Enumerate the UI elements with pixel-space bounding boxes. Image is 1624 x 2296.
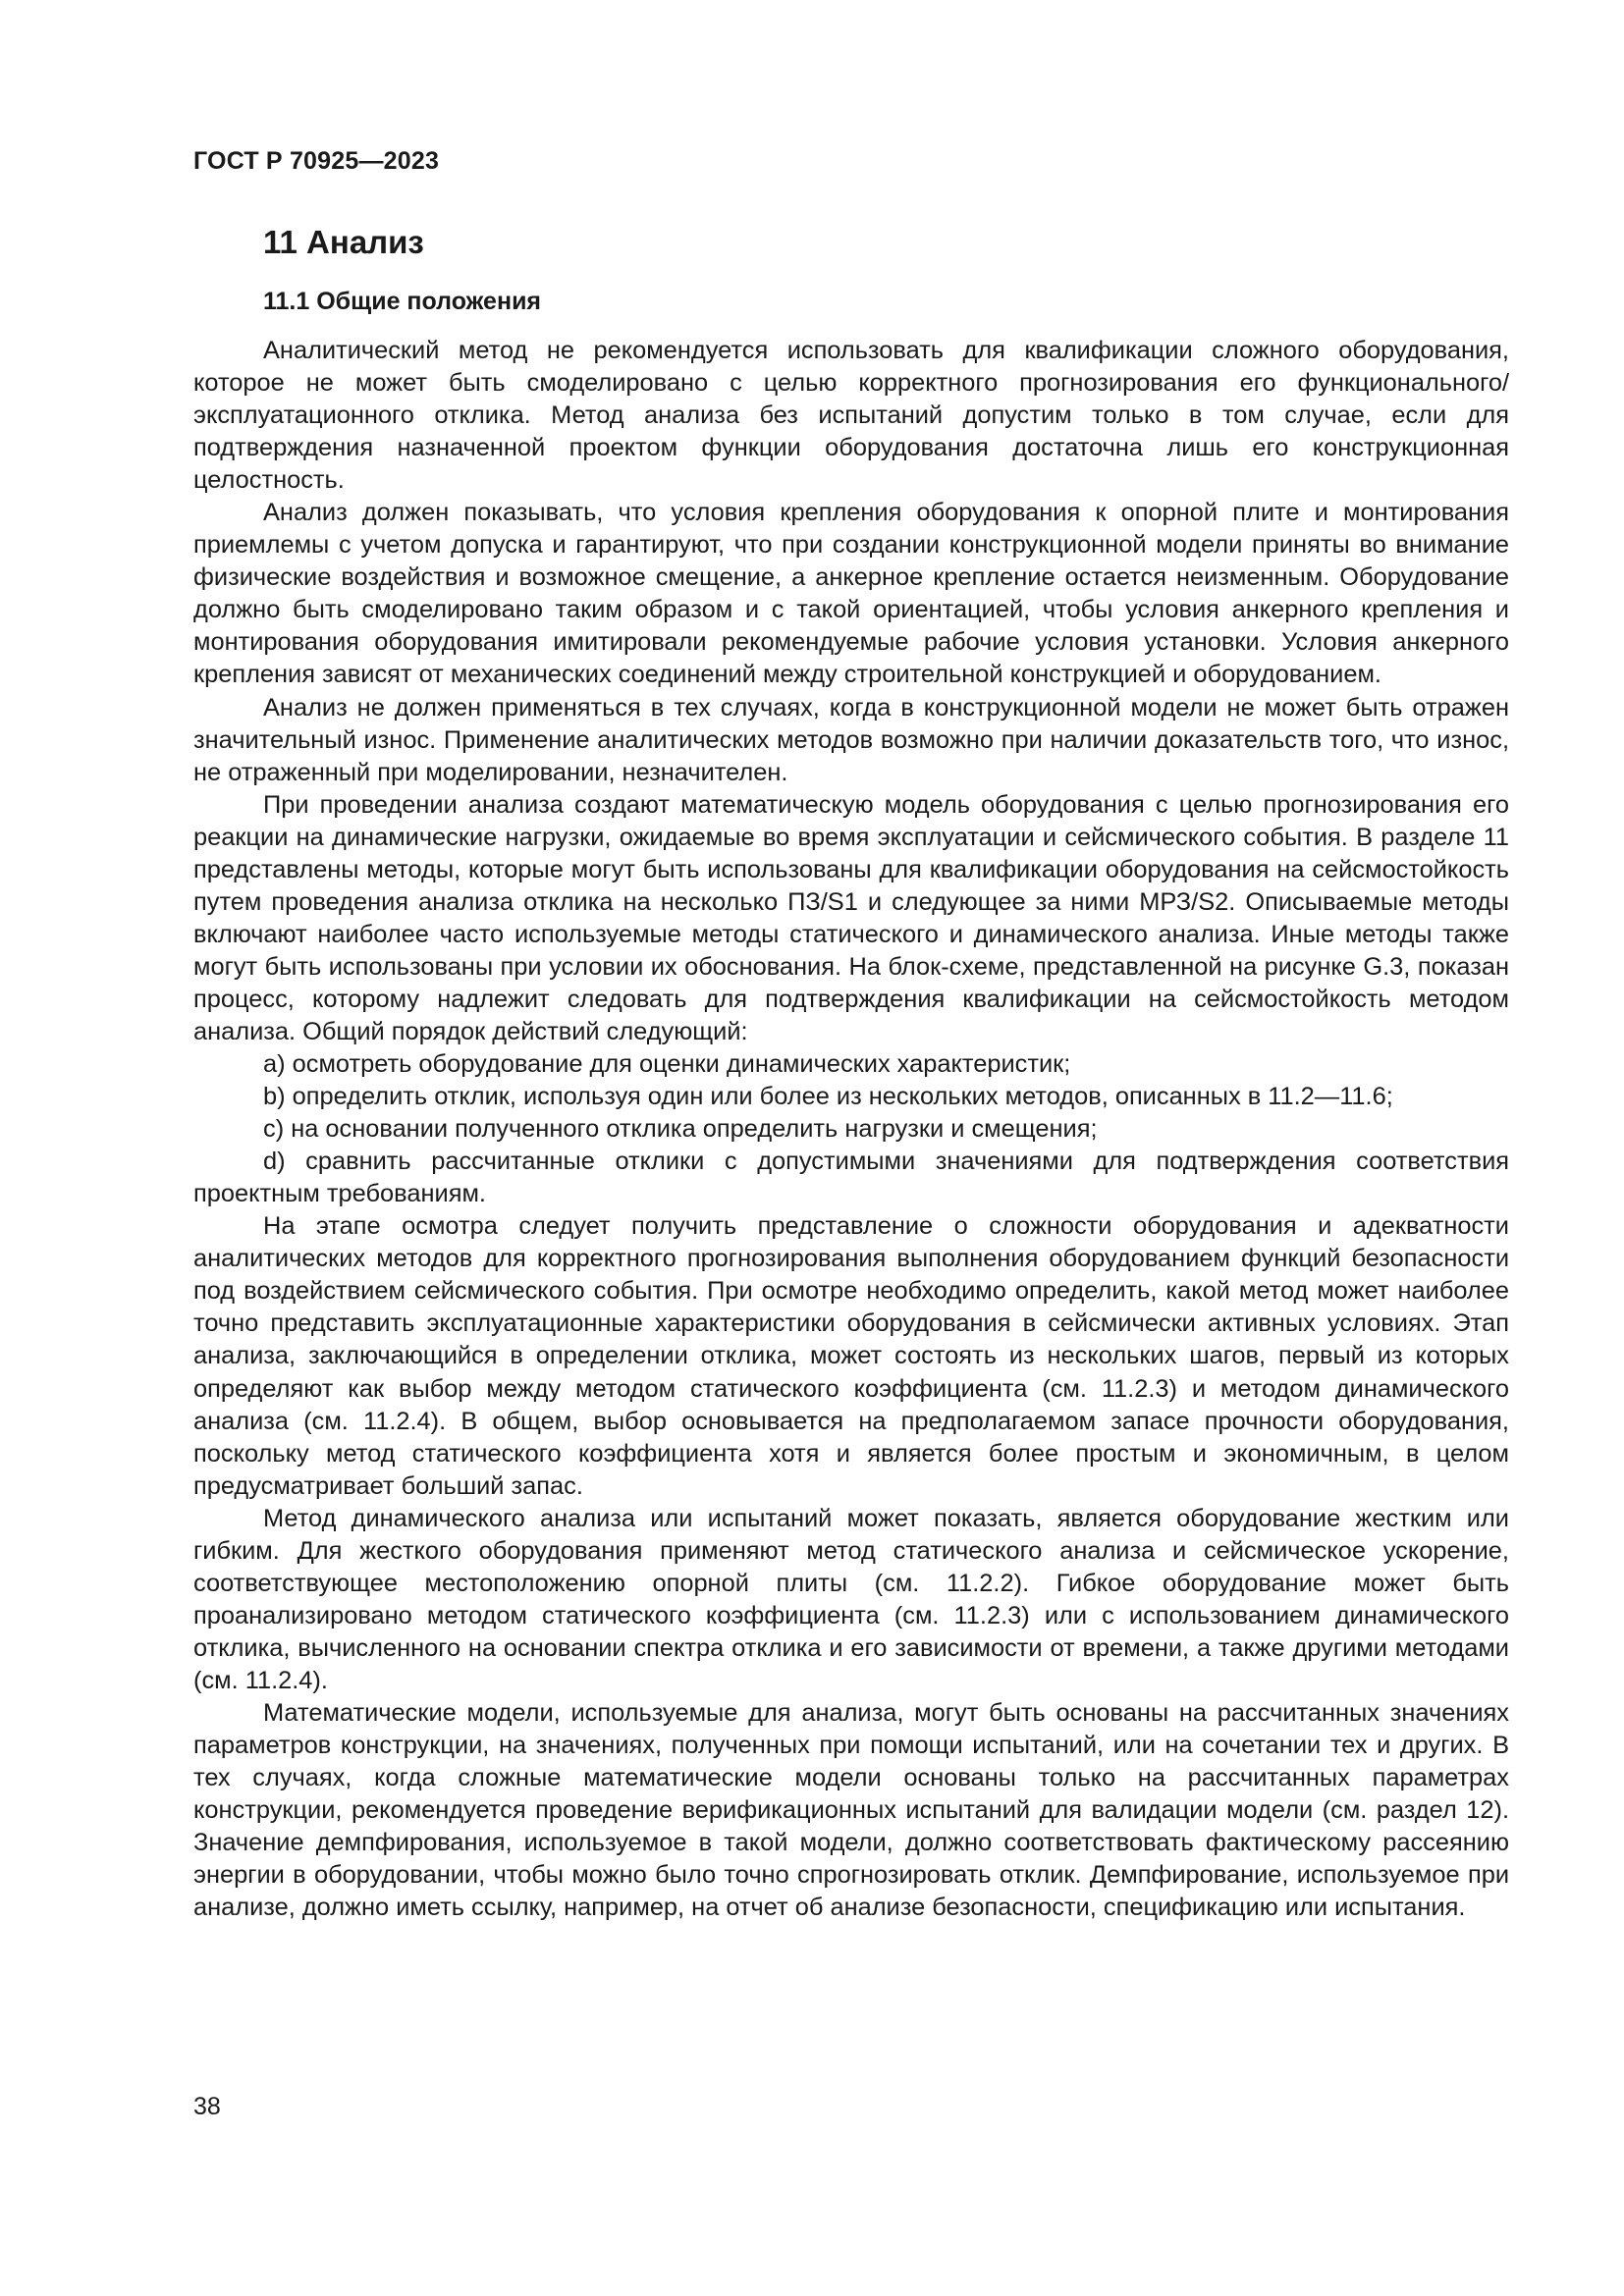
standard-id-header: ГОСТ Р 70925—2023 xyxy=(193,147,440,175)
body-text xyxy=(193,335,1509,1924)
paragraph: Анализ должен показывать, что условия крепления оборудования к опорной плите и монтирования приемлемы с учетом допуска и гарантируют, что при создании конструкционной модели приняты во внимание физические воздействия и возможное смещение, а анкерное крепление остается неизменным. Оборудование должно быть смоделировано таким образом и с такой ориентацией, чтобы условия анкерного крепления и монтирования оборудования имитировали рекомендуемые рабочие условия установки. Условия анкерного крепления зависят от механических соединений между строительной конструкцией и оборудованием. xyxy=(193,499,1509,689)
paragraph: На этапе осмотра следует получить представление о сложности оборудования и адекватности аналитических методов для корректного прогнозирования выполнения оборудованием функций безопасности под воздействием сейсмического события. При осмотре необходимо определить, какой метод может наиболее точно представить эксплуатационные характеристики оборудования в сейсмически активных условиях. Этап анализа, заключающийся в определении отклика, может состоять из нескольких шагов, первый из которых определяют как выбор между методом статического коэффициента (см. 11.2.3) и методом динамического анализа (см. 11.2.4). В общем, выбор основывается на предполагаемом запасе прочности оборудования, поскольку метод статического коэффициента хотя и является более простым и экономичным, в целом предусматривает больший запас. xyxy=(193,1212,1509,1500)
list-item-c: c) на основании полученного отклика определить нагрузки и смещения; xyxy=(263,1115,1098,1144)
list-item-a: a) осмотреть оборудование для оценки динамических характеристик; xyxy=(263,1050,1071,1079)
paragraph: Математические модели, используемые для анализа, могут быть основаны на рассчитанных значениях параметров конструкции, на значениях, полученных при помощи испытаний, или на сочетании тех и других. В тех случаях, когда сложные математические модели основаны только на рассчитанных параметрах конструкции, рекомендуется проведение верификационных испытаний для валидации модели (см. раздел 12). Значение демпфирования, используемое в такой модели, должно соответствовать фактическому рассеянию энергии в оборудовании, чтобы можно было точно спрогнозировать отклик. Демпфирование, используемое при анализе, должно иметь ссылку, например, на отчет об анализе безопасности, спецификацию или испытания. xyxy=(193,1698,1509,1922)
paragraph: При проведении анализа создают математическую модель оборудования с целью прогнозирования его реакции на динамические нагрузки, ожидаемые во время эксплуатации и сейсмического события. В разделе 11 представлены методы, которые могут быть использованы для квалификации оборудования на сейсмостойкость путем проведения анализа отклика на несколько ПЗ/S1 и следующее за ними МРЗ/S2. Описываемые методы включают наиболее часто используемые методы статического и динамического анализа. Иные методы также могут быть использованы при условии их обоснования. На блок-схеме, представленной на рисунке G.3, показан процесс, которому надлежит следовать для подтверждения квалификации на сейсмостойкость методом анализа. Общий порядок действий следующий: xyxy=(193,790,1509,1045)
subsection-title: 11.1 Общие положения xyxy=(263,288,542,315)
section-title: 11 Анализ xyxy=(263,224,424,260)
page-number: 38 xyxy=(193,2093,221,2120)
list-item-d: d) сравнить рассчитанные отклики с допустимыми значениями для подтверждения соответствия проектным требованиям. xyxy=(193,1148,1509,1208)
list-item-b: b) определить отклик, используя один или более из нескольких методов, описанных в 11.2—11.6; xyxy=(263,1083,1393,1111)
paragraph: Анализ не должен применяться в тех случаях, когда в конструкционной модели не может быть отражен значительный износ. Применение аналитических методов возможно при наличии доказательств того, что износ, не отраженный при моделировании, незначителен. xyxy=(193,693,1509,786)
paragraph: Метод динамического анализа или испытаний может показать, является оборудование жестким или гибким. Для жесткого оборудования применяют метод статического анализа и сейсмическое ускорение, соответствующее местоположению опорной плиты (см. 11.2.2). Гибкое оборудование может быть проанализировано методом статического коэффициента (см. 11.2.3) или с использованием динамического отклика, вычисленного на основании спектра отклика и его зависимости от времени, а также другими методами (см. 11.2.4). xyxy=(193,1504,1509,1694)
paragraph: Аналитический метод не рекомендуется использовать для квалификации сложного оборудования, которое не может быть смоделировано с целью корректного прогнозирования его функционального/ эксплуатационного отклика. Метод анализа без испытаний допустим только в том случае, если для подтверждения назначенной проектом функции оборудования достаточна лишь его конструкционная целостность. xyxy=(193,337,1509,495)
